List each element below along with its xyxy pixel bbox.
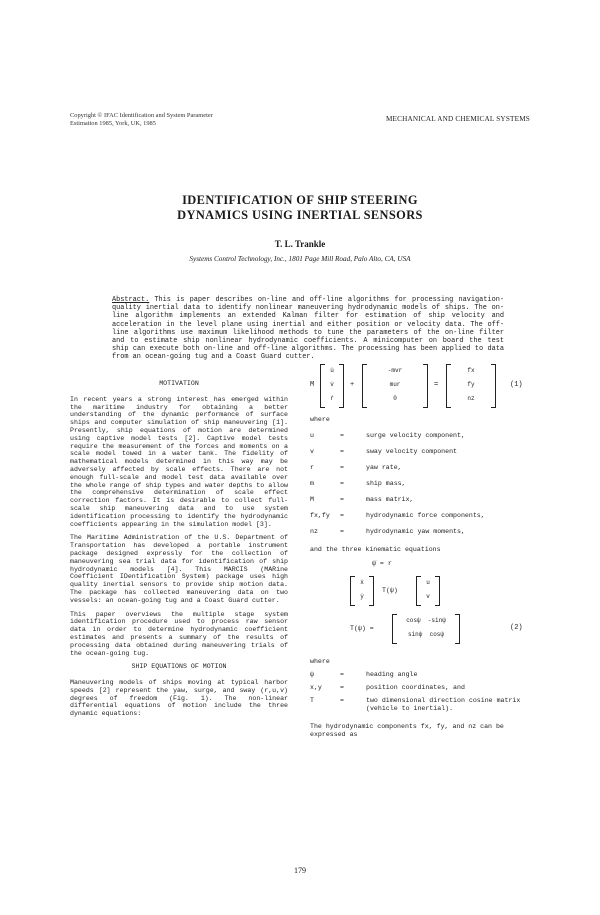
vec-cell: fx — [467, 367, 475, 374]
velocity-vector — [416, 576, 440, 606]
abstract-label: Abstract. — [112, 296, 150, 304]
abstract-text: This is paper describes on-line and off-line algorithms for processing navigation-quality inertial data to identify nonlinear maneuvering hydrodynamic models of ships. The on-line algorithm implements an extended Kalman filter for estimation of ship velocity and acceleration in the level plane using inertial and either position or velocity data. The off-line algorithms use maximum likelihood methods to tune the parameters of the on-line filter and to estimate ship nonlinear hydrodynamic coefficients. A minicomputer on board the test ship can execute both on-line and off-line algorithms. The processing has been applied to data from an ocean-going tug and a Coast Guard cutter. — [112, 296, 504, 362]
matrix-row — [393, 628, 459, 642]
title-line-1: IDENTIFICATION OF SHIP STEERING — [182, 193, 418, 207]
plus-sign: + — [350, 381, 355, 389]
definition-text: mass matrix, — [366, 495, 414, 503]
definition-equals: = — [340, 697, 344, 705]
vec-cell: ẋ — [360, 578, 364, 586]
definition-row — [310, 432, 540, 448]
definition-symbol: nz — [310, 527, 318, 535]
equation-number: (2) — [510, 623, 523, 632]
definition-equals: = — [340, 479, 344, 487]
equation-number: (1) — [510, 381, 523, 389]
heading-ship-equations: SHIP EQUATIONS OF MOTION — [131, 663, 227, 671]
heading-motivation: MOTIVATION — [159, 380, 199, 387]
rotation-matrix — [392, 614, 460, 644]
closing-sentence: The hydrodynamic components fx, fy, and nz can be expressed as — [310, 723, 504, 739]
coriolis-vector — [362, 364, 428, 408]
definition-symbol: m — [310, 479, 314, 487]
paragraph-1: In recent years a strong interest has emerged within the maritime industry for obtaining a better understanding of the dynamic performance of surface ships and computer simulation of ship maneuvering [1]. Presently, ship equations of motion are determined using captive model tests [2]. Captive model tests require the measurement of the forces and moments on a scale model towed in a water tank. The fidelity of mathematical models determined in this way may be adversely affected by scale effects. There are not enough full-scale and model test data available over the whole range of ship types and water depths to allow the comprehensive determination of scale effect correction factors. It is desirable to collect full-scale ship maneuvering data and to use system identification processing to identify the hydrodynamic coefficients appearing in the simulation model [3]. — [70, 395, 288, 528]
definition-equals: = — [340, 527, 344, 535]
definition-list — [310, 432, 540, 544]
definition-text: hydrodynamic yaw moments, — [366, 527, 465, 535]
rotation-operator: T(ψ) — [382, 586, 398, 594]
vec-cell: ẏ — [360, 592, 364, 600]
definition-symbol: fx,fy — [310, 511, 330, 519]
angle-definition-list — [310, 671, 540, 717]
definition-equals: = — [340, 431, 344, 439]
definition-row — [310, 528, 540, 544]
definition-text: two dimensional direction cosine matrix (vehicle to inertial). — [366, 697, 521, 713]
vec-cell: u̇ — [330, 367, 334, 374]
copyright-notice — [70, 112, 290, 128]
equation-1 — [310, 360, 540, 412]
definition-row — [310, 671, 540, 684]
abstract — [112, 296, 504, 362]
definition-equals: = — [340, 495, 344, 503]
vec-cell: fy — [467, 381, 475, 388]
affiliation: Systems Control Technology, Inc., 1801 Page Mill Road, Palo Alto, CA, USA — [189, 255, 411, 263]
equals-sign: = — [434, 381, 439, 389]
definition-text: surge velocity component, — [366, 431, 465, 439]
definition-text: heading angle — [366, 671, 418, 679]
definition-symbol: x,y — [310, 684, 322, 692]
matrix-cell: sinψ — [407, 630, 423, 638]
definition-equals: = — [340, 511, 344, 519]
vec-cell: mur — [389, 381, 401, 388]
vec-cell: v̇ — [330, 381, 334, 388]
vec-cell: 0 — [393, 395, 397, 402]
definition-equals: = — [340, 447, 344, 455]
mass-symbol: M — [310, 381, 315, 389]
definition-symbol: u — [310, 431, 314, 439]
definition-row — [310, 697, 540, 717]
paragraph-3: This paper overviews the multiple stage system identification procedure used to process raw sensor data in order to determine hydrodynamic coefficient estimates and presents a summary of the results of processing data obtained during maneuvering trials of the ocean-going tug. — [70, 610, 288, 657]
heading-rate-equation: ψ̇ = r — [372, 559, 392, 567]
matrix-cell: cosψ — [406, 616, 421, 624]
page-number: 179 — [294, 866, 306, 875]
rotation-matrix-label: T(ψ) = — [350, 624, 374, 632]
definition-equals: = — [340, 671, 344, 679]
definition-symbol: M — [310, 495, 314, 503]
vec-cell: ṙ — [330, 395, 334, 402]
author: T. L. Trankle — [274, 239, 326, 249]
definition-symbol: v — [310, 447, 314, 455]
definition-row — [310, 512, 540, 528]
title-line-2: DYNAMICS USING INERTIAL SENSORS — [177, 208, 423, 222]
section-header: MECHANICAL AND CHEMICAL SYSTEMS — [385, 115, 530, 123]
matrix-row — [393, 614, 459, 628]
kinematic-intro: and the three kinematic equations — [310, 545, 441, 553]
matrix-cell: cosψ — [429, 630, 444, 638]
definition-text: hydrodynamic force components, — [366, 511, 485, 519]
force-vector — [446, 364, 496, 408]
vec-cell: u — [426, 578, 430, 586]
where-label: where — [310, 416, 330, 423]
where-label: where — [310, 657, 330, 665]
paragraph-4: Maneuvering models of ships moving at typical harbor speeds [2] represent the yaw, surge, and sway (r,u,v) degrees of freedom (Fig. 1). The non-linear differential equations of motion include the three dynamic equations: — [70, 679, 288, 718]
paragraph-2: The Maritime Administration of the U.S. Department of Transportation has developed a portable instrument package designed expressly for the collection of maneuvering sea trial data for identification of ship hydrodynamic models [4]. This MARCIS (MARine Coefficient IDentification System) package uses high quality inertial sensors to provide ship motion data. The package has collected maneuvering data on two vessels: an ocean-going tug and a Coast Guard cutter. — [70, 534, 288, 604]
vec-cell: nz — [467, 395, 475, 402]
definition-row — [310, 480, 540, 496]
vec-cell: -mvr — [387, 367, 403, 374]
definition-symbol: T — [310, 697, 314, 705]
position-rate-vector — [350, 576, 374, 606]
definition-row — [310, 684, 540, 697]
right-column — [310, 360, 540, 739]
equation-2 — [310, 560, 540, 650]
copyright-line-2: Estimation 1985, York, UK, 1985 — [70, 120, 156, 127]
definition-row — [310, 496, 540, 512]
definition-symbol: ψ — [310, 671, 314, 679]
definition-row — [310, 448, 540, 464]
definition-text: ship mass, — [366, 479, 406, 487]
left-column — [70, 380, 288, 724]
acceleration-vector — [320, 364, 344, 408]
definition-symbol: r — [310, 463, 314, 471]
definition-text: position coordinates, and — [366, 684, 465, 692]
copyright-line-1: Copyright © IFAC Identification and System Parameter — [70, 112, 213, 119]
definition-row — [310, 464, 540, 480]
definition-equals: = — [340, 463, 344, 471]
paper-title — [0, 193, 600, 223]
definition-text: yaw rate, — [366, 463, 402, 471]
matrix-cell: -sinψ — [427, 616, 446, 624]
vec-cell: v — [426, 592, 430, 600]
definition-text: sway velocity component — [366, 447, 458, 455]
definition-equals: = — [340, 684, 344, 692]
